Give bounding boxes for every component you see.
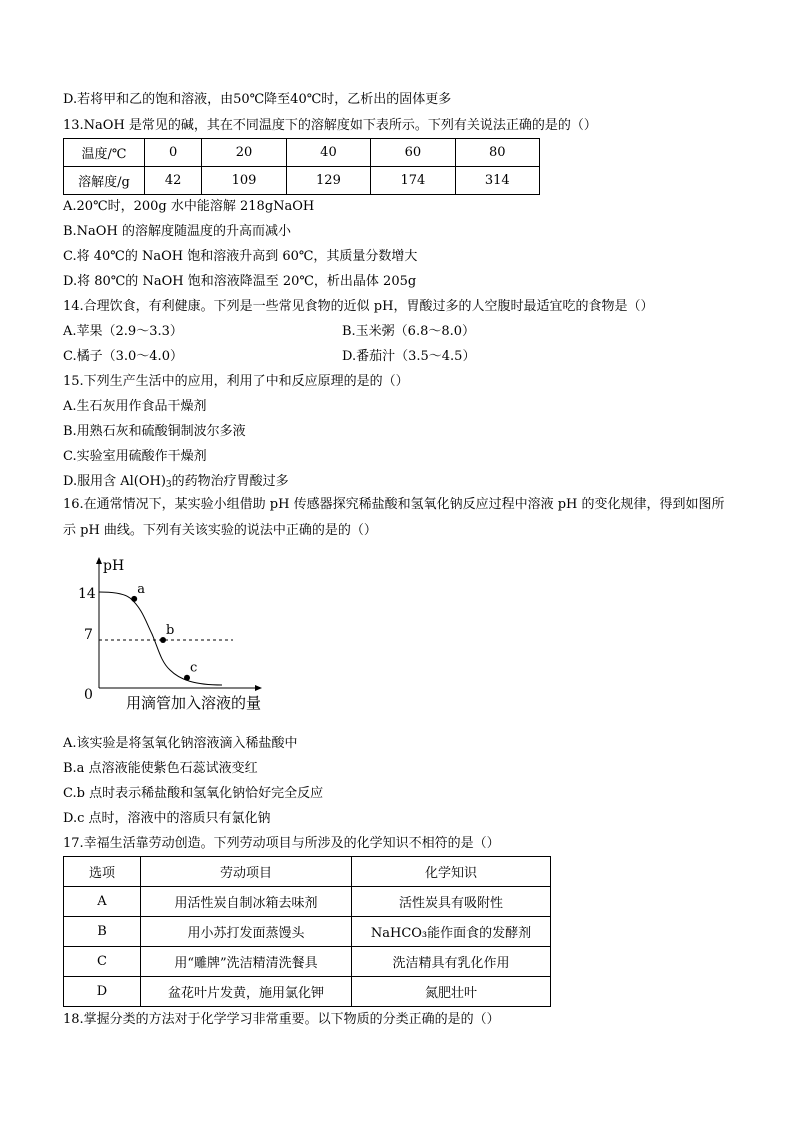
q13-option-c: C.将 40℃的 NaOH 饱和溶液升高到 60℃，其质量分数增大 (63, 249, 418, 264)
table-header: 温度/℃ (64, 139, 145, 167)
q13-stem: 13.NaOH 是常见的碱，其在不同温度下的溶解度如下表所示。下列有关说法正确的是的（） (63, 118, 597, 133)
table-cell: NaHCO₃能作面食的发酵剂 (352, 917, 551, 947)
table-row (64, 139, 540, 167)
table-header: 劳动项目 (141, 857, 352, 887)
table-cell: 60 (371, 139, 455, 167)
table-cell: 盆花叶片发黄，施用氯化钾 (141, 977, 352, 1007)
q15-option-d (63, 473, 289, 494)
table-cell: 活性炭具有吸附性 (352, 887, 551, 917)
table-row (64, 917, 551, 947)
subscript: 3 (165, 480, 172, 490)
q15-option-b: B.用熟石灰和硫酸铜制波尔多液 (63, 424, 246, 439)
table-cell: 用“雕牌”洗洁精清洗餐具 (141, 947, 352, 977)
x-axis-arrow (255, 685, 262, 691)
q15-option-a: A.生石灰用作食品干燥剂 (63, 399, 207, 414)
data-point-label: c (190, 660, 198, 676)
table-cell: 氮肥壮叶 (352, 977, 551, 1007)
option-text: 的药物治疗胃酸过多 (171, 474, 289, 489)
q16-stem: 16.在通常情况下，某实验小组借助 pH 传感器探究稀盐酸和氢氧化钠反应过程中溶液 pH 的变化规律，得到如图所示 pH 曲线。下列有关该实验的说法中正确的是的（） (63, 497, 725, 538)
table-row (64, 857, 551, 887)
table-cell: 用活性炭自制冰箱去味剂 (141, 887, 352, 917)
q13-option-a: A.20℃时，200g 水中能溶解 218gNaOH (63, 199, 315, 214)
table-cell: 80 (455, 139, 539, 167)
table-row (64, 887, 551, 917)
q16-option-b: B.a 点溶液能使紫色石蕊试液变红 (63, 761, 258, 776)
y-axis-label: pH (103, 558, 125, 574)
table-header: 选项 (64, 857, 141, 887)
table-header: 化学知识 (352, 857, 551, 887)
data-point-label: a (137, 581, 145, 597)
x-axis-label: 用滴管加入溶液的量 (126, 694, 262, 712)
y-tick-label: 7 (84, 627, 93, 643)
q12-option-d: D.若将甲和乙的饱和溶液，由50℃降至40℃时，乙析出的固体更多 (63, 92, 452, 107)
q18-stem: 18.掌握分类的方法对于化学学习非常重要。以下物质的分类正确的是的（） (63, 1012, 500, 1027)
data-point-label: b (166, 623, 175, 638)
table-cell: A (64, 887, 141, 917)
option-text: D.服用含 Al(OH) (63, 474, 166, 489)
table-cell: C (64, 947, 141, 977)
table-cell: 42 (145, 167, 202, 195)
q14-option-a: A.苹果（2.9～3.3） (63, 324, 183, 339)
table-cell: 129 (286, 167, 370, 195)
table-row (64, 947, 551, 977)
table-cell: 用小苏打发面蒸馒头 (141, 917, 352, 947)
table-cell: 0 (145, 139, 202, 167)
table-cell: 314 (455, 167, 539, 195)
q15-option-c: C.实验室用硫酸作干燥剂 (63, 449, 207, 464)
q15-stem: 15.下列生产生活中的应用，利用了中和反应原理的是的（） (63, 374, 409, 389)
y-tick-label: 14 (78, 586, 96, 602)
table-cell: 174 (371, 167, 455, 195)
table-header: 溶解度/g (64, 167, 145, 195)
q13-option-d: D.将 80℃的 NaOH 饱和溶液降温至 20℃，析出晶体 205g (63, 274, 417, 289)
q16-option-a: A.该实验是将氢氧化钠溶液滴入稀盐酸中 (63, 736, 298, 751)
q14-stem: 14.合理饮食，有利健康。下列是一些常见食物的近似 pH，胃酸过多的人空腹时最适宜吃的食物是（） (63, 299, 654, 314)
labor-table (63, 856, 551, 1007)
table-row (64, 167, 540, 195)
table-cell: B (64, 917, 141, 947)
table-cell: 109 (202, 167, 286, 195)
q16-option-c: C.b 点时表示稀盐酸和氢氧化钠恰好完全反应 (63, 786, 324, 801)
y-tick-label: 0 (84, 687, 93, 703)
q17-stem: 17.幸福生活靠劳动创造。下列劳动项目与所涉及的化学知识不相符的是（） (63, 836, 500, 851)
q16-option-d: D.c 点时，溶液中的溶质只有氯化钠 (63, 811, 271, 826)
q13-option-b: B.NaOH 的溶解度随温度的升高而减小 (63, 224, 291, 239)
table-cell: 洗洁精具有乳化作用 (352, 947, 551, 977)
q14-option-c: C.橘子（3.0～4.0） (63, 349, 183, 364)
solubility-table (63, 138, 540, 195)
q14-option-d: D.番茄汁（3.5～4.5） (342, 349, 476, 364)
ph-curve-chart (70, 556, 280, 716)
q14-option-b: B.玉米粥（6.8～8.0） (342, 324, 476, 339)
table-cell: 40 (286, 139, 370, 167)
table-cell: 20 (202, 139, 286, 167)
y-axis-arrow (96, 557, 102, 564)
table-row (64, 977, 551, 1007)
table-cell: D (64, 977, 141, 1007)
